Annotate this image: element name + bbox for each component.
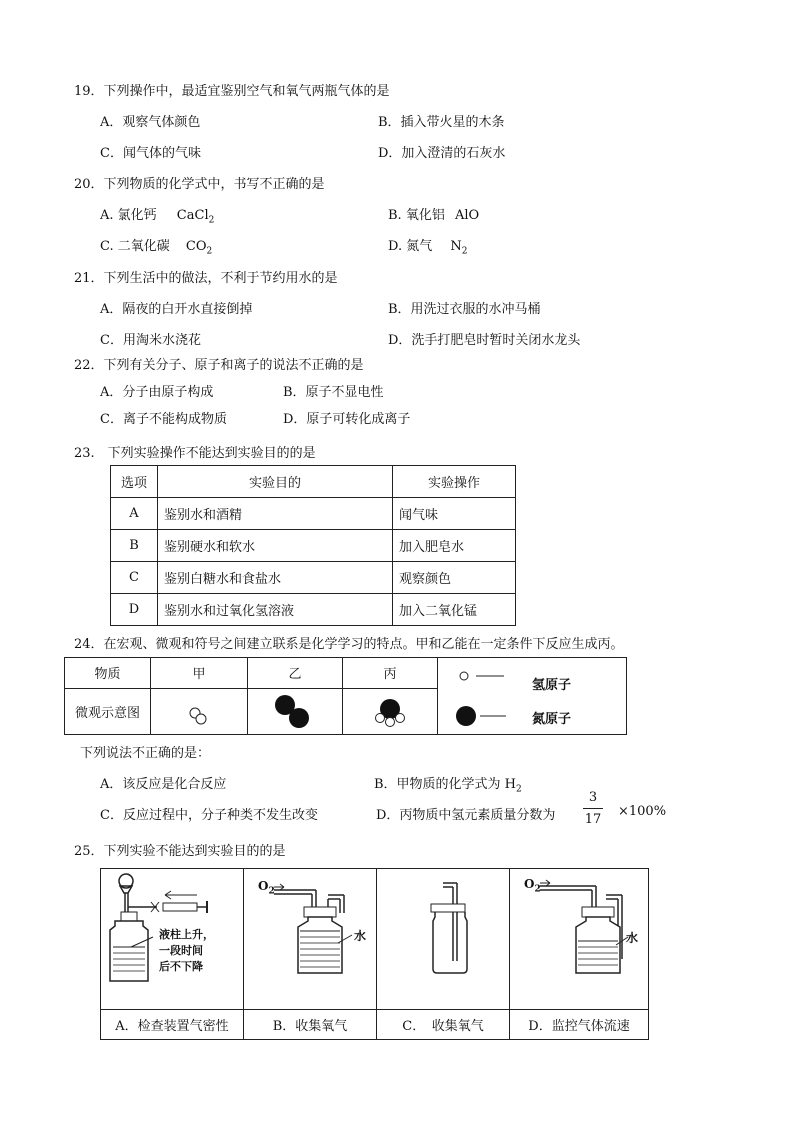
q24-option-d-text: D．丙物质中氢元素质量分数为 [376,808,556,823]
q22-stem: 22．下列有关分子、原子和离子的说法不正确的是 [74,358,364,373]
q25-figure-b [244,869,377,1010]
n2-molecule-icon [248,688,343,734]
q19-option-d: D．加入澄清的石灰水 [378,146,506,161]
q24-stem: 24．在宏观、微观和符号之间建立联系是化学学习的特点。甲和乙能在一定条件下反应生成丙。 [74,637,624,652]
q25-stem: 25．下列实验不能达到实验目的的是 [74,844,286,859]
table-row [111,530,516,562]
note-line-2: 一段时间 [159,944,203,957]
q20-a-formula: CaCl [176,208,209,223]
q24-col-bing: 丙 [343,658,438,689]
table-row [111,594,516,626]
q24-b-sub: 2 [516,784,522,795]
q20-a-name: A. 氯化钙 [100,208,157,223]
q23-header-option: 选项 [111,466,158,498]
q21-option-d: D．洗手打肥皂时暂时关闭水龙头 [388,333,581,348]
q20-b-formula: AlO [454,208,480,223]
water-label-d: 水 [626,931,639,945]
fraction-bar [583,808,603,809]
q24-legend [438,658,627,735]
fraction-denominator: 17 [584,812,602,827]
q21-stem: 21．下列生活中的做法，不利于节约用水的是 [74,271,338,286]
q20-d-formula: N [450,239,462,254]
nh3-molecule-icon [343,688,438,734]
table-cell: 加入肥皂水 [393,530,516,562]
q20-option-d [388,235,467,257]
table-cell: C [111,562,158,594]
q25-figure-c [377,869,510,1010]
note-line-1: 液柱上升， [159,928,214,941]
gas-bottle-c-icon [377,869,509,1009]
q25-label-d: D．监控气体流速 [510,1010,649,1040]
table-cell: 加入二氧化锰 [393,594,516,626]
q19-option-c: C．闻气体的气味 [100,146,201,161]
q20-c-sub: 2 [206,246,213,257]
q20-d-sub: 2 [461,246,468,257]
q20-a-sub: 2 [208,215,215,226]
q22-option-d: D．原子可转化成离子 [283,412,411,427]
legend-nitrogen-label: 氮原子 [532,712,572,727]
q24-row1-label: 物质 [65,658,151,689]
table-cell: 鉴别白糖水和食盐水 [158,562,393,594]
water-label-b: 水 [354,929,367,943]
q19-stem: 19．下列操作中，最适宜鉴别空气和氧气两瓶气体的是 [74,84,390,99]
table-row [111,498,516,530]
q24-d-tail: ×100% [618,804,667,819]
q23-header-operation: 实验操作 [393,466,516,498]
table-cell: 闻气味 [393,498,516,530]
q22-option-b: B．原子不显电性 [283,385,384,400]
o2-label-b: $O_2$ [258,879,275,897]
q24-col-yi: 乙 [248,658,343,689]
table-cell: 观察颜色 [393,562,516,594]
q25-label-a: A．检查装置气密性 [101,1010,244,1040]
q25-label-c: C． 收集氧气 [377,1010,510,1040]
q20-option-b [388,204,479,223]
fraction-numerator: 3 [588,790,598,805]
q24-option-a: A．该反应是化合反应 [100,777,227,792]
note-line-3: 后不下降 [159,960,203,973]
q25-figure-d [510,869,649,1010]
q20-option-c [100,235,212,257]
q24-option-c: C．反应过程中，分子种类不发生改变 [100,808,318,823]
airtightness-note [159,927,214,975]
q24-b-text: B．甲物质的化学式为 H [374,777,517,792]
table-cell: 鉴别水和酒精 [158,498,393,530]
q25-label-b: B．收集氧气 [244,1010,377,1040]
q19-option-a: A．观察气体颜色 [100,115,201,130]
q25-table [100,868,649,1040]
q25-figure-a [101,869,244,1010]
q23-table [110,465,516,626]
q22-option-a: A．分子由原子构成 [100,385,214,400]
q19-option-b: B．插入带火星的木条 [378,115,505,130]
q20-d-name: D. 氮气 [388,239,433,254]
legend-hydrogen-label: 氢原子 [532,678,572,693]
q20-stem: 20．下列物质的化学式中，书写不正确的是 [74,177,325,192]
q23-header-purpose: 实验目的 [158,466,393,498]
table-cell: 鉴别水和过氧化氢溶液 [158,594,393,626]
q20-c-name: C. 二氧化碳 [100,239,170,254]
q20-option-a [100,204,214,226]
q24-col-jia: 甲 [151,658,248,689]
q24-intro: 下列说法不正确的是： [80,746,211,761]
q24-option-b [374,773,522,795]
h2-molecule-icon [151,688,248,734]
q24-table [64,657,627,735]
q22-option-c: C．离子不能构成物质 [100,412,227,427]
q20-b-name: B. 氧化铝 [388,208,445,223]
table-cell: 鉴别硬水和软水 [158,530,393,562]
q24-row2-label: 微观示意图 [65,688,151,734]
table-cell: A [111,498,158,530]
table-cell: B [111,530,158,562]
table-row [111,562,516,594]
q21-option-c: C．用淘米水浇花 [100,333,201,348]
o2-label-d: $O_2$ [524,877,541,895]
q21-option-b: B．用洗过衣服的水冲马桶 [388,302,541,317]
q21-option-a: A．隔夜的白开水直接倒掉 [100,302,253,317]
table-cell: D [111,594,158,626]
q23-stem: 23. 下列实验操作不能达到实验目的的是 [74,446,316,461]
q20-c-formula: CO [185,239,207,254]
